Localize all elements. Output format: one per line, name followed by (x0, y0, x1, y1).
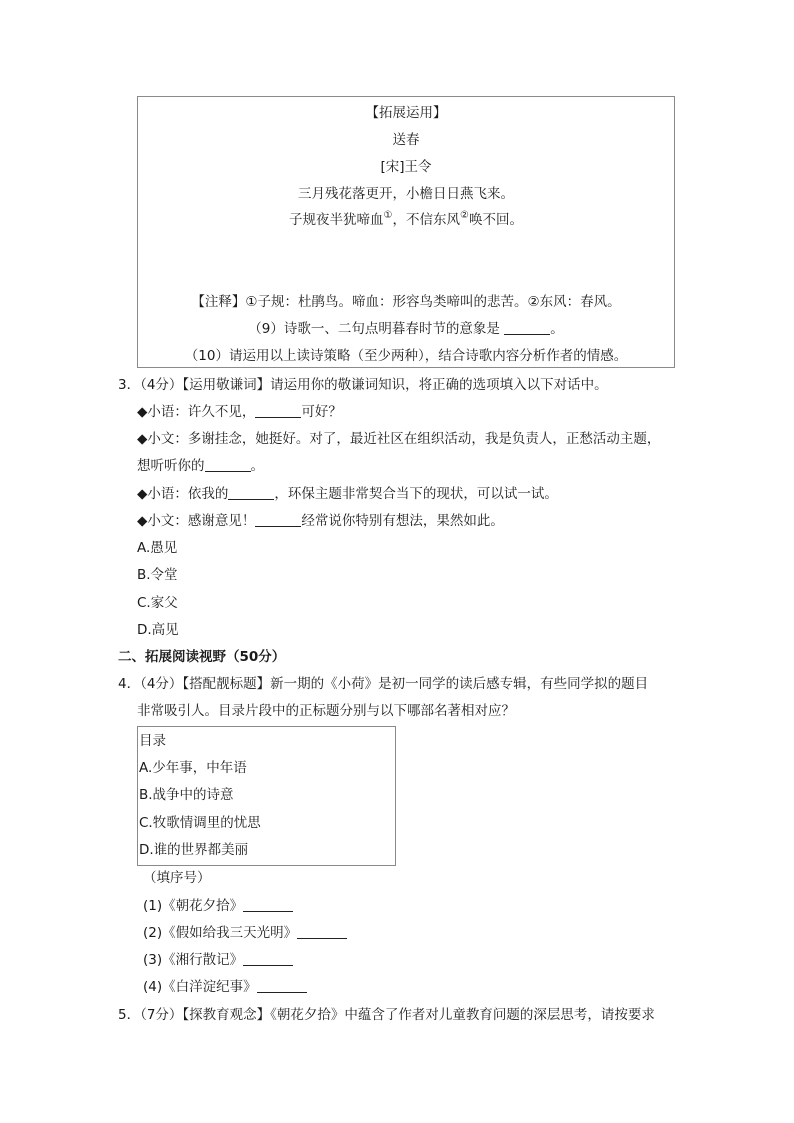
answer-blank[interactable] (243, 899, 293, 912)
question-5-stem: 5．（7分）【探教育观念】《朝花夕拾》中蕴含了作者对儿童教育问题的深层思考，请按要求 (118, 1007, 655, 1023)
footnote-mark-1: ① (383, 210, 393, 221)
question-10: （10）请运用以上读诗策略（至少两种），结合诗歌内容分析作者的情感。 (184, 348, 628, 364)
fill-hint: （填序号） (143, 870, 211, 886)
dialogue-line-3: ◆小语：依我的 ，环保主题非常契合当下的现状，可以试一试。 (137, 486, 558, 502)
toc-item: B.战争中的诗意 (139, 787, 234, 803)
section-heading: 二、拓展阅读视野（50分） (118, 649, 286, 665)
answer-blank[interactable] (255, 514, 301, 527)
question-9: （9）诗歌一、二句点明暮春时节的意象是 。 (248, 321, 564, 337)
option-b: B.令堂 (137, 567, 178, 583)
dialogue-line-4: ◆小文：感谢意见！ 经常说你特别有想法，果然如此。 (137, 513, 504, 529)
poem-line-1: 三月残花落更开，小檐日日燕飞来。 (298, 186, 514, 202)
answer-blank[interactable] (255, 405, 301, 418)
answer-blank[interactable] (297, 926, 347, 939)
answer-line-3: (3)《湘行散记》 (143, 948, 293, 968)
answer-blank[interactable] (205, 459, 251, 472)
answer-blank[interactable] (243, 953, 293, 966)
toc-item: A.少年事，中年语 (139, 760, 247, 776)
footnote-mark-2: ② (460, 210, 469, 221)
answer-blank[interactable] (257, 980, 307, 993)
question-3-stem: 3．（4分）【运用敬谦词】请运用你的敬谦词知识，将正确的选项填入以下对话中。 (118, 377, 608, 393)
toc-item: C.牧歌情调里的忧思 (139, 815, 261, 831)
answer-blank[interactable] (504, 322, 550, 335)
option-a: A.愚见 (137, 540, 178, 556)
dialogue-line-2-cont: 想听听你的 。 (137, 458, 264, 474)
option-c: C.家父 (137, 595, 178, 611)
answer-line-1: (1)《朝花夕拾》 (143, 894, 293, 914)
answer-line-2: (2)《假如给我三天光明》 (143, 921, 347, 941)
question-4-stem-cont: 非常吸引人。目录片段中的正标题分别与以下哪部名著相对应？ (137, 703, 515, 719)
question-4-stem: 4．（4分）【搭配靓标题】新一期的《小荷》是初一同学的读后感专辑，有些同学拟的题目 (118, 676, 649, 692)
toc-title: 目录 (139, 733, 166, 749)
poem-line-2: 子规夜半犹啼血①，不信东风②唤不回。 (289, 210, 523, 228)
poem-heading: 【拓展运用】 (365, 105, 447, 121)
dialogue-line-2: ◆小文：多谢挂念，她挺好。对了，最近社区在组织活动，我是负责人，正愁活动主题， (137, 431, 661, 447)
option-d: D.高见 (137, 622, 179, 638)
toc-item: D.谁的世界都美丽 (139, 842, 249, 858)
poem-author: [宋]王令 (380, 159, 432, 175)
poem-title: 送春 (392, 132, 420, 148)
answer-line-4: (4)《白洋淀纪事》 (143, 975, 307, 995)
dialogue-line-1: ◆小语：许久不见， 可好？ (137, 404, 342, 420)
poem-note: 【注释】①子规：杜鹃鸟。啼血：形容鸟类啼叫的悲苦。②东风：春风。 (191, 294, 621, 310)
answer-blank[interactable] (228, 487, 274, 500)
